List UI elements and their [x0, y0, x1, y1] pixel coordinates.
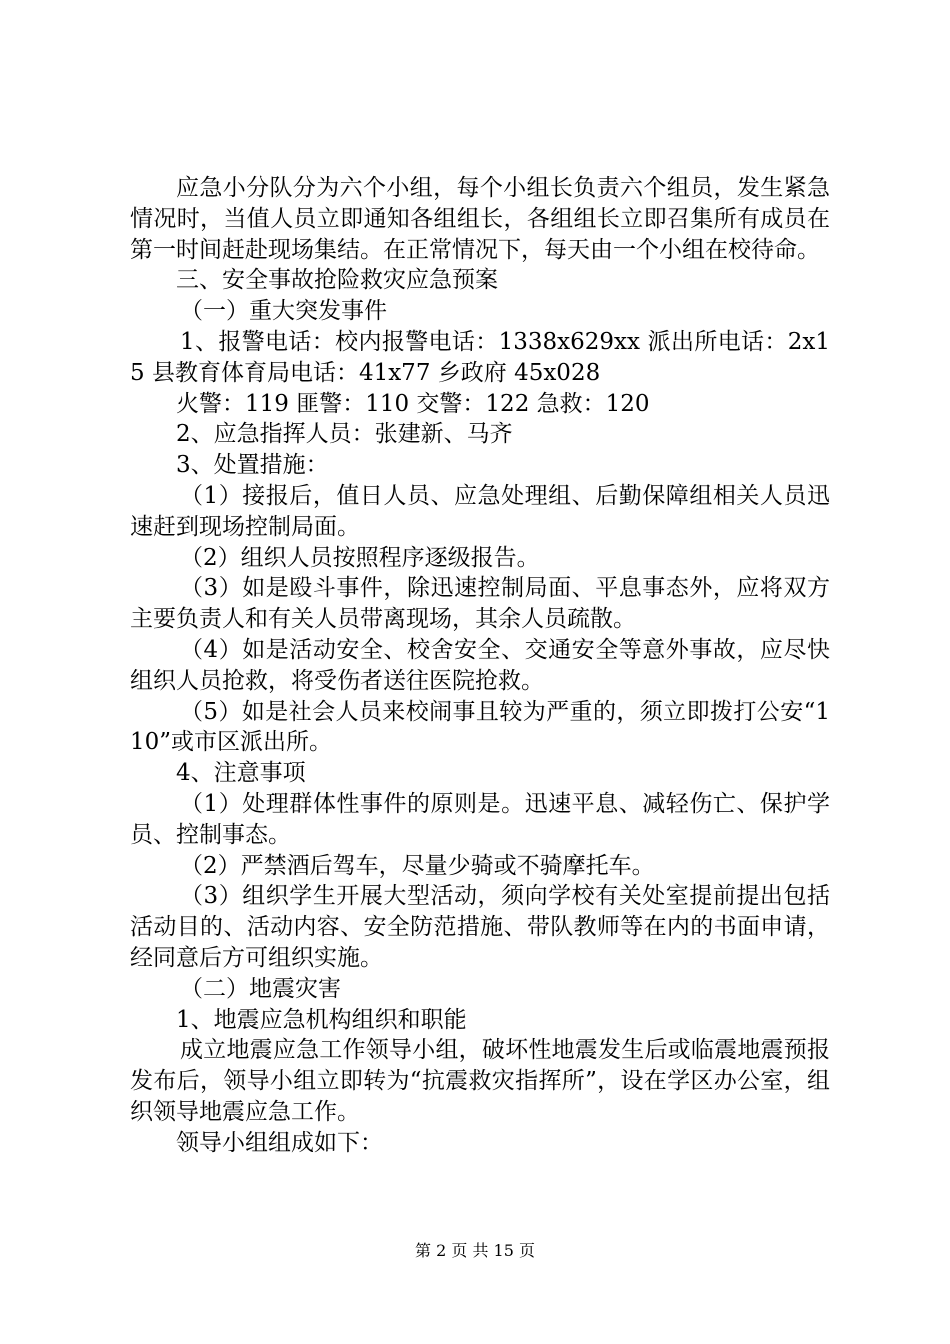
list-item-measure-1: （1）接报后，值日人员、应急处理组、后勤保障组相关人员迅速赶到现场控制局面。: [130, 482, 830, 540]
subsection-heading-2: （二）地震灾害: [180, 975, 341, 1002]
paragraph-1: 应急小分队分为六个小组，每个小组长负责六个组员，发生紧急情况时，当值人员立即通知各组组长，各组组长立即召集所有成员在第一时间赶赴现场集结。在正常情况下，每天由一个小组在校待命。: [130, 175, 830, 263]
list-item-measure-4: （4）如是活动安全、校舍安全、交通安全等意外事故，应尽快组织人员抢救，将受伤者送往医院抢救。: [130, 636, 830, 694]
list-item-note-3: （3）组织学生开展大型活动，须向学校有关处室提前提出包括活动目的、活动内容、安全防范措施、带队教师等在内的书面申请，经同意后方可组织实施。: [130, 883, 830, 971]
page-footer: [0, 1241, 950, 1261]
document-body: [130, 173, 830, 1159]
paragraph-commanders: 2、应急指挥人员：张建新、马齐: [176, 421, 513, 448]
paragraph-leadership-group: 领导小组组成如下：: [176, 1129, 383, 1156]
list-item-note-2: （2）严禁酒后驾车，尽量少骑或不骑摩托车。: [180, 852, 655, 879]
list-item-measure-5: （5）如是社会人员来校闹事且较为严重的，须立即拨打公安“110”或市区派出所。: [130, 698, 830, 756]
page-number-label: 第 2 页 共 15 页: [415, 1241, 535, 1260]
list-item-note-1: （1）处理群体性事件的原则是。迅速平息、减轻伤亡、保护学员、控制事态。: [130, 790, 830, 848]
paragraph-notes-heading: 4、注意事项: [176, 760, 306, 787]
subsection-heading-1: （一）重大突发事件: [180, 298, 387, 325]
paragraph-alarm-phones: 1、报警电话：校内报警电话：1338x629xx 派出所电话：2x15 县教育体育局电话：41x77 乡政府 45x028: [130, 328, 830, 386]
list-item-measure-3: （3）如是殴斗事件，除迅速控制局面、平息事态外，应将双方主要负责人和有关人员带离现场，其余人员疏散。: [130, 575, 830, 633]
list-item-measure-2: （2）组织人员按照程序逐级报告。: [180, 544, 540, 571]
paragraph-earthquake-org: 成立地震应急工作领导小组，破坏性地震发生后或临震地震预报发布后，领导小组立即转为“抗震救灾指挥所”，设在学区办公室，组织领导地震应急工作。: [130, 1037, 830, 1125]
paragraph-measures-heading: 3、处置措施：: [176, 452, 329, 479]
paragraph-earthquake-org-heading: 1、地震应急机构组织和职能: [176, 1006, 467, 1033]
section-heading-3: 三、安全事故抢险救灾应急预案: [176, 267, 498, 294]
paragraph-emergency-numbers: 火警：119 匪警：110 交警：122 急救：120: [176, 390, 650, 417]
